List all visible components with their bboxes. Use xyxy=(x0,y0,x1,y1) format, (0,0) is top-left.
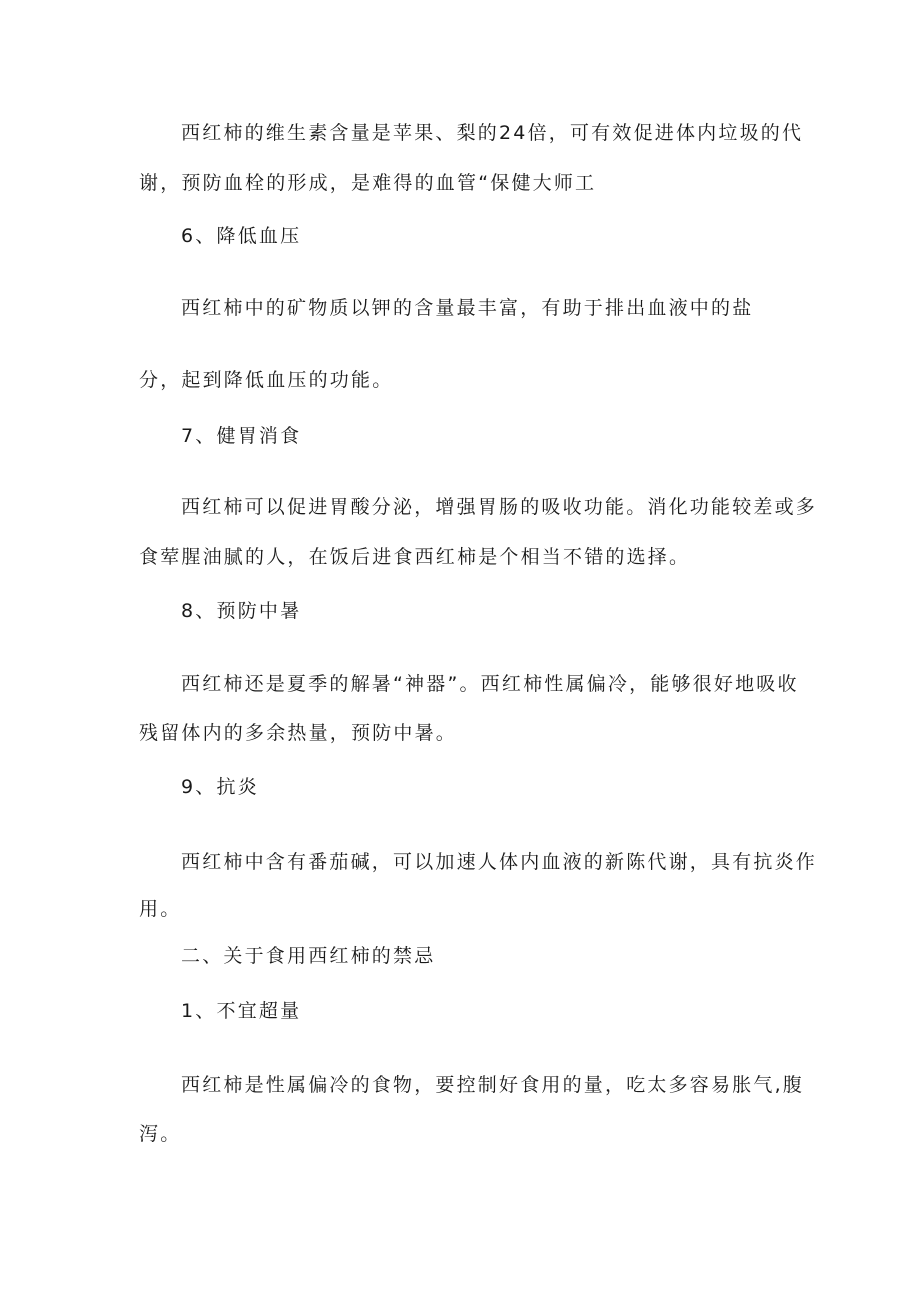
paragraph-vitamin-line-2: 谢，预防血栓的形成，是难得的血管“保健大师工 xyxy=(139,172,597,194)
heading-anti-inflammation: 9、抗炎 xyxy=(181,776,259,798)
paragraph-tomatine-line-2: 用。 xyxy=(139,898,182,920)
paragraph-vitamin-line-1: 西红柿的维生素含量是苹果、梨的24倍，可有效促进体内垃圾的代 xyxy=(181,122,804,144)
paragraph-excess-line-1: 西红柿是性属偏冷的食物，要控制好食用的量，吃太多容易胀气,腹 xyxy=(181,1074,805,1096)
paragraph-heatstroke-line-2: 残留体内的多余热量，预防中暑。 xyxy=(139,722,458,744)
section-heading-taboos: 二、关于食用西红柿的禁忌 xyxy=(181,945,436,967)
heading-digestion: 7、健胃消食 xyxy=(181,425,302,447)
heading-no-excess: 1、不宜超量 xyxy=(181,1000,302,1022)
paragraph-potassium-line-2: 分，起到降低血压的功能。 xyxy=(139,369,394,391)
paragraph-excess-line-2: 泻。 xyxy=(139,1123,182,1145)
heading-lower-blood-pressure: 6、降低血压 xyxy=(181,225,302,247)
paragraph-potassium-line-1: 西红柿中的矿物质以钾的含量最丰富，有助于排出血液中的盐 xyxy=(181,297,754,319)
paragraph-tomatine-line-1: 西红柿中含有番茄碱，可以加速人体内血液的新陈代谢，具有抗炎作 xyxy=(181,851,818,873)
heading-heatstroke: 8、预防中暑 xyxy=(181,600,302,622)
paragraph-heatstroke-line-1: 西红柿还是夏季的解暑“神器”。西红柿性属偏冷，能够很好地吸收 xyxy=(181,673,799,695)
paragraph-digestion-line-1: 西红柿可以促进胃酸分泌，增强胃肠的吸收功能。消化功能较差或多 xyxy=(181,496,818,518)
paragraph-digestion-line-2: 食荤腥油腻的人，在饭后进食西红柿是个相当不错的选择。 xyxy=(139,546,691,568)
